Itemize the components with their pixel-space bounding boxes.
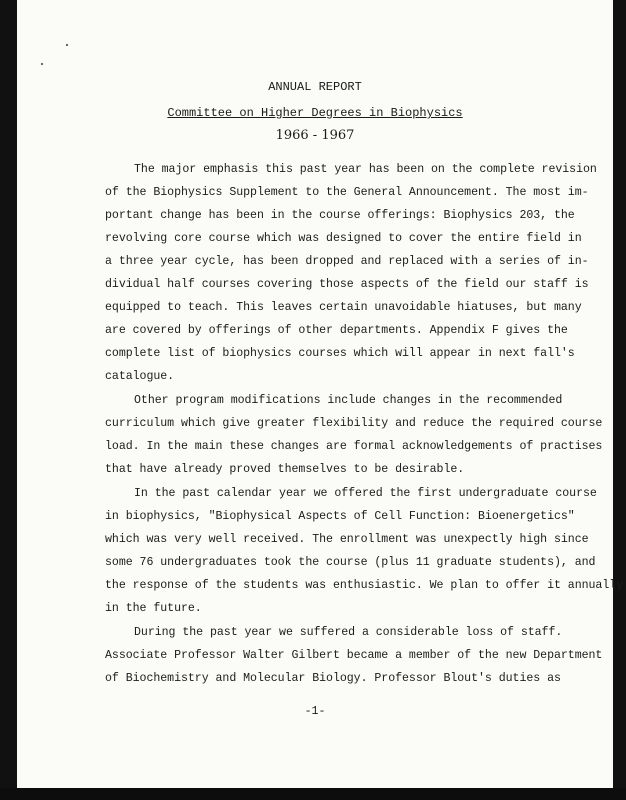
page-number: -1- xyxy=(304,705,326,718)
text-line: of the Biophysics Supplement to the General Announcement. The most im- xyxy=(105,186,589,199)
text-line: in biophysics, "Biophysical Aspects of Cell Function: Bioenergetics" xyxy=(105,510,575,523)
text-line: revolving core course which was designed to cover the entire field in xyxy=(105,232,582,245)
text-line: which was very well received. The enrollment was unexpectly high since xyxy=(105,533,589,546)
text-line: The major emphasis this past year has been on the complete revision xyxy=(134,163,597,176)
text-line: are covered by offerings of other departments. Appendix F gives the xyxy=(105,324,568,337)
report-heading: ANNUAL REPORT xyxy=(268,80,362,94)
committee-title-wrap xyxy=(17,106,613,120)
text-line: portant change has been in the course offerings: Biophysics 203, the xyxy=(105,209,575,222)
text-line: of Biochemistry and Molecular Biology. Professor Blout's duties as xyxy=(105,672,561,685)
text-line: dividual half courses covering those aspects of the field our staff is xyxy=(105,278,589,291)
text-line: curriculum which give greater flexibility and reduce the required course xyxy=(105,417,603,430)
ink-speck xyxy=(66,44,68,46)
scan-border xyxy=(0,788,626,800)
committee-title: Committee on Higher Degrees in Biophysics xyxy=(167,106,463,120)
text-line: Other program modifications include changes in the recommended xyxy=(134,394,563,407)
text-line: in the future. xyxy=(105,602,202,615)
year-range: 1966 - 1967 xyxy=(275,128,355,143)
text-line: that have already proved themselves to be desirable. xyxy=(105,463,465,476)
text-line: some 76 undergraduates took the course (plus 11 graduate students), and xyxy=(105,556,596,569)
text-line: load. In the main these changes are formal acknowledgements of practises xyxy=(105,440,603,453)
document-page xyxy=(17,0,624,788)
text-line: the response of the students was enthusiastic. We plan to offer it annually xyxy=(105,579,624,592)
text-line: catalogue. xyxy=(105,370,175,383)
text-line: equipped to teach. This leaves certain unavoidable hiatuses, but many xyxy=(105,301,582,314)
text-line: In the past calendar year we offered the first undergraduate course xyxy=(134,487,597,500)
ink-speck xyxy=(41,63,43,65)
text-line: During the past year we suffered a considerable loss of staff. xyxy=(134,626,563,639)
text-line: Associate Professor Walter Gilbert became a member of the new Department xyxy=(105,649,603,662)
text-line: a three year cycle, has been dropped and replaced with a series of in- xyxy=(105,255,589,268)
text-line: complete list of biophysics courses which will appear in next fall's xyxy=(105,347,575,360)
